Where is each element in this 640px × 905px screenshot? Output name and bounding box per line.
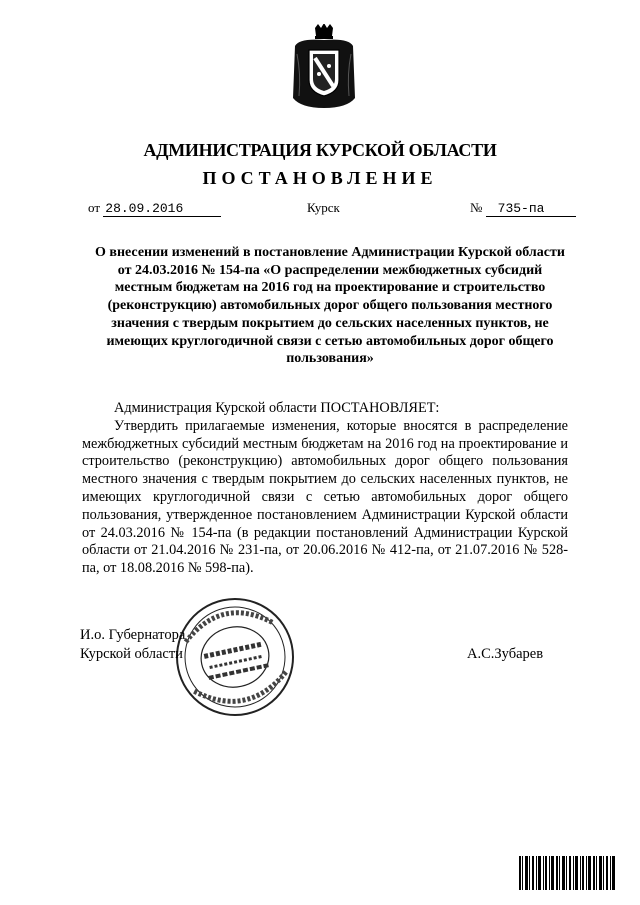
document-number bbox=[470, 200, 576, 217]
signatory-position-line1: И.о. Губернатора bbox=[80, 627, 186, 643]
coat-of-arms-icon bbox=[291, 24, 357, 110]
document-subject: О внесении изменений в постановление Администрации Курской области от 24.03.2016 № 154-па «О распределении межбюджетных субсидий местным бюджетам на 2016 год на проектирование и строительство (реконструкцию) автомобильных дорог общего пользования местного значения с твердым покрытием до сельских населенных пунктов, не имеющих круглогодичной связи с сетью автомобильных дорог общего пользования» bbox=[95, 245, 565, 367]
main-paragraph: Утвердить прилагаемые изменения, которые вносятся в распределение межбюджетных субсидий местным бюджетам на 2016 год на проектирование и строительство (реконструкцию) автомобильных дорог общего пользования местного значения с твердым покрытием до сельских населенных пунктов, не имеющих круглогодичной связи с сетью автомобильных дорог общего пользования, утвержденное постановлением Администрации Курской области от 24.03.2016 № 154-па (в редакции постановлений Администрации Курской области от 21.04.2016 № 231-па, от 20.06.2016 № 412-па, от 21.07.2016 № 528-па, от 18.08.2016 № 598-па). bbox=[82, 417, 568, 577]
number-prefix: № bbox=[470, 200, 483, 215]
document-body bbox=[82, 400, 568, 578]
date-prefix: от bbox=[88, 200, 101, 215]
organization-title: АДМИНИСТРАЦИЯ КУРСКОЙ ОБЛАСТИ bbox=[143, 140, 497, 160]
signatory-position-line2: Курской области bbox=[80, 646, 183, 662]
barcode-icon bbox=[519, 856, 615, 890]
intro-line: Администрация Курской области ПОСТАНОВЛЯЕТ: bbox=[114, 400, 440, 416]
document-date bbox=[88, 200, 221, 217]
document-type-title: ПОСТАНОВЛЕНИЕ bbox=[202, 168, 438, 188]
number-value: 735-па bbox=[486, 201, 576, 217]
date-value: 28.09.2016 bbox=[103, 201, 221, 217]
document-city: Курск bbox=[307, 200, 340, 215]
signatory-name: А.С.Зубарев bbox=[467, 646, 544, 662]
signatory-position bbox=[80, 626, 185, 664]
